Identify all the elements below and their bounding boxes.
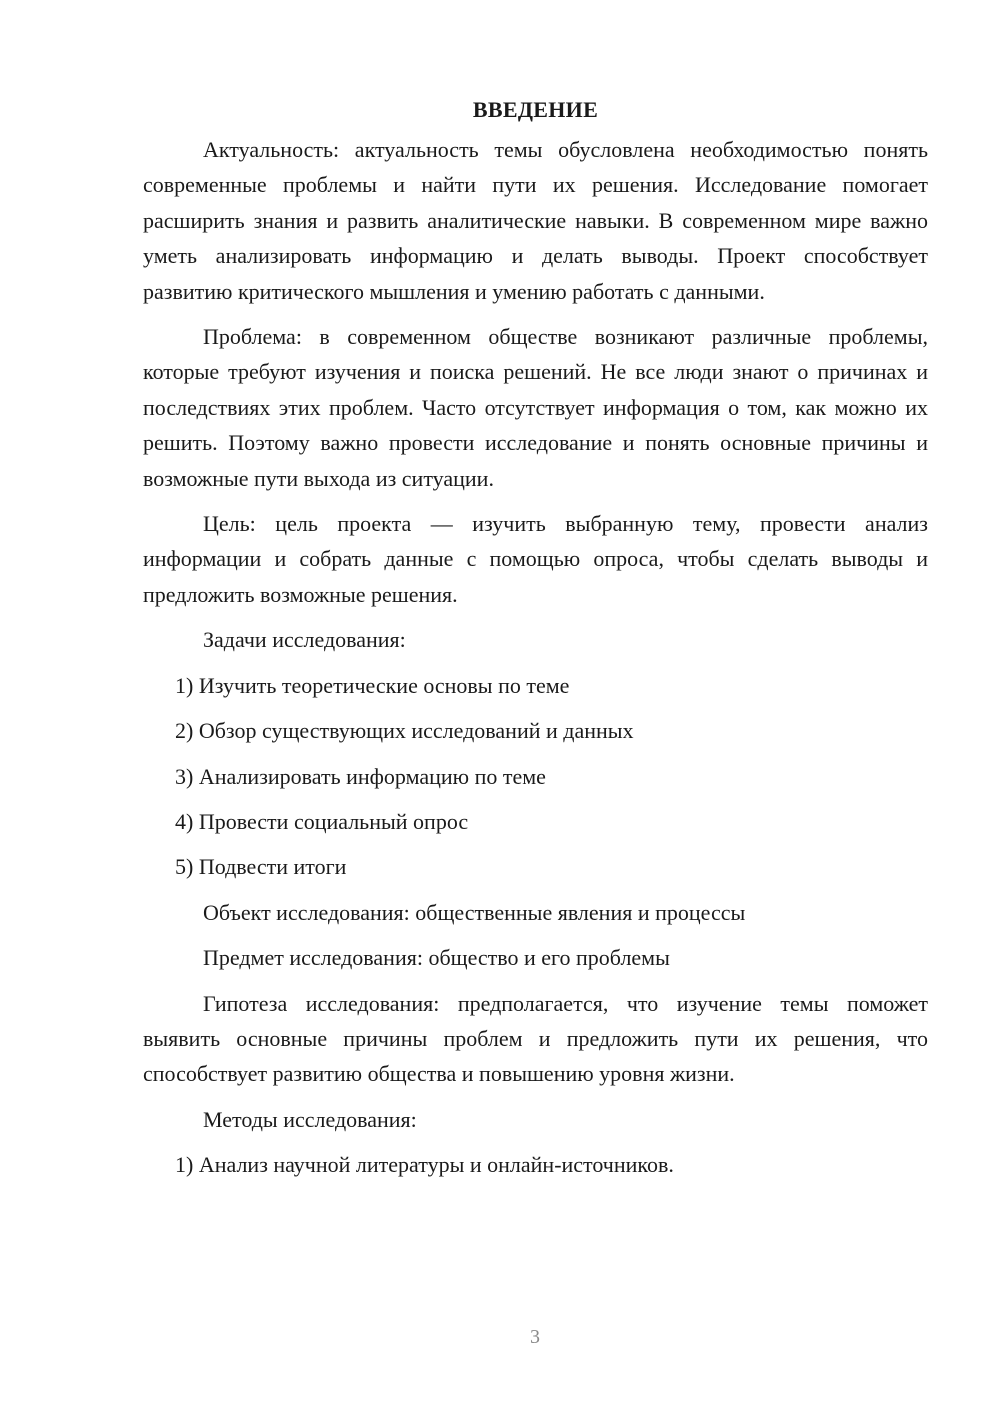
page-number: 3 [530, 1326, 540, 1348]
hypothesis-paragraph: Гипотеза исследования: предполагается, что изучение темы поможет выявить основные причины проблем и предложить пути их решения, что способствует развитию общества и повышению уровня жизни. [143, 990, 928, 1087]
task-item: 2) Обзор существующих исследований и данных [175, 718, 634, 744]
task-item: 3) Анализировать информацию по теме [175, 763, 546, 789]
tasks-title: Задачи исследования: [203, 627, 406, 653]
research-object: Объект исследования: общественные явления и процессы [203, 899, 746, 925]
task-item: 1) Изучить теоретические основы по теме [175, 672, 570, 698]
goal-paragraph: Цель: цель проекта — изучить выбранную тему, провести анализ информации и собрать данные с помощью опроса, чтобы сделать выводы и предложить возможные решения. [143, 511, 928, 607]
problem-paragraph: Проблема: в современном обществе возникают различные проблемы, которые требуют изучения и поиска решений. Не все люди знают о причинах и последствиях этих проблем. Часто отсутствует информация о том, как можно их решить. Поэтому важно провести исследование и понять основные причины и возможные пути выхода из ситуации. [143, 324, 928, 491]
relevance-paragraph: Актуальность: актуальность темы обусловлена необходимостью понять современные проблемы и найти пути их решения. Исследование помогает расширить знания и развить аналитические навыки. В современном мире важно уметь анализировать информацию и делать выводы. Проект способствует развитию критического мышления и умению работать с данными. [143, 137, 928, 304]
page-content [143, 92, 928, 1193]
methods-title: Методы исследования: [203, 1106, 417, 1132]
task-item: 5) Подвести итоги [175, 854, 347, 880]
task-item: 4) Провести социальный опрос [175, 808, 469, 834]
research-subject: Предмет исследования: общество и его проблемы [203, 945, 670, 971]
method-item: 1) Анализ научной литературы и онлайн-источников. [175, 1152, 674, 1178]
section-heading: ВВЕДЕНИЕ [472, 97, 599, 122]
